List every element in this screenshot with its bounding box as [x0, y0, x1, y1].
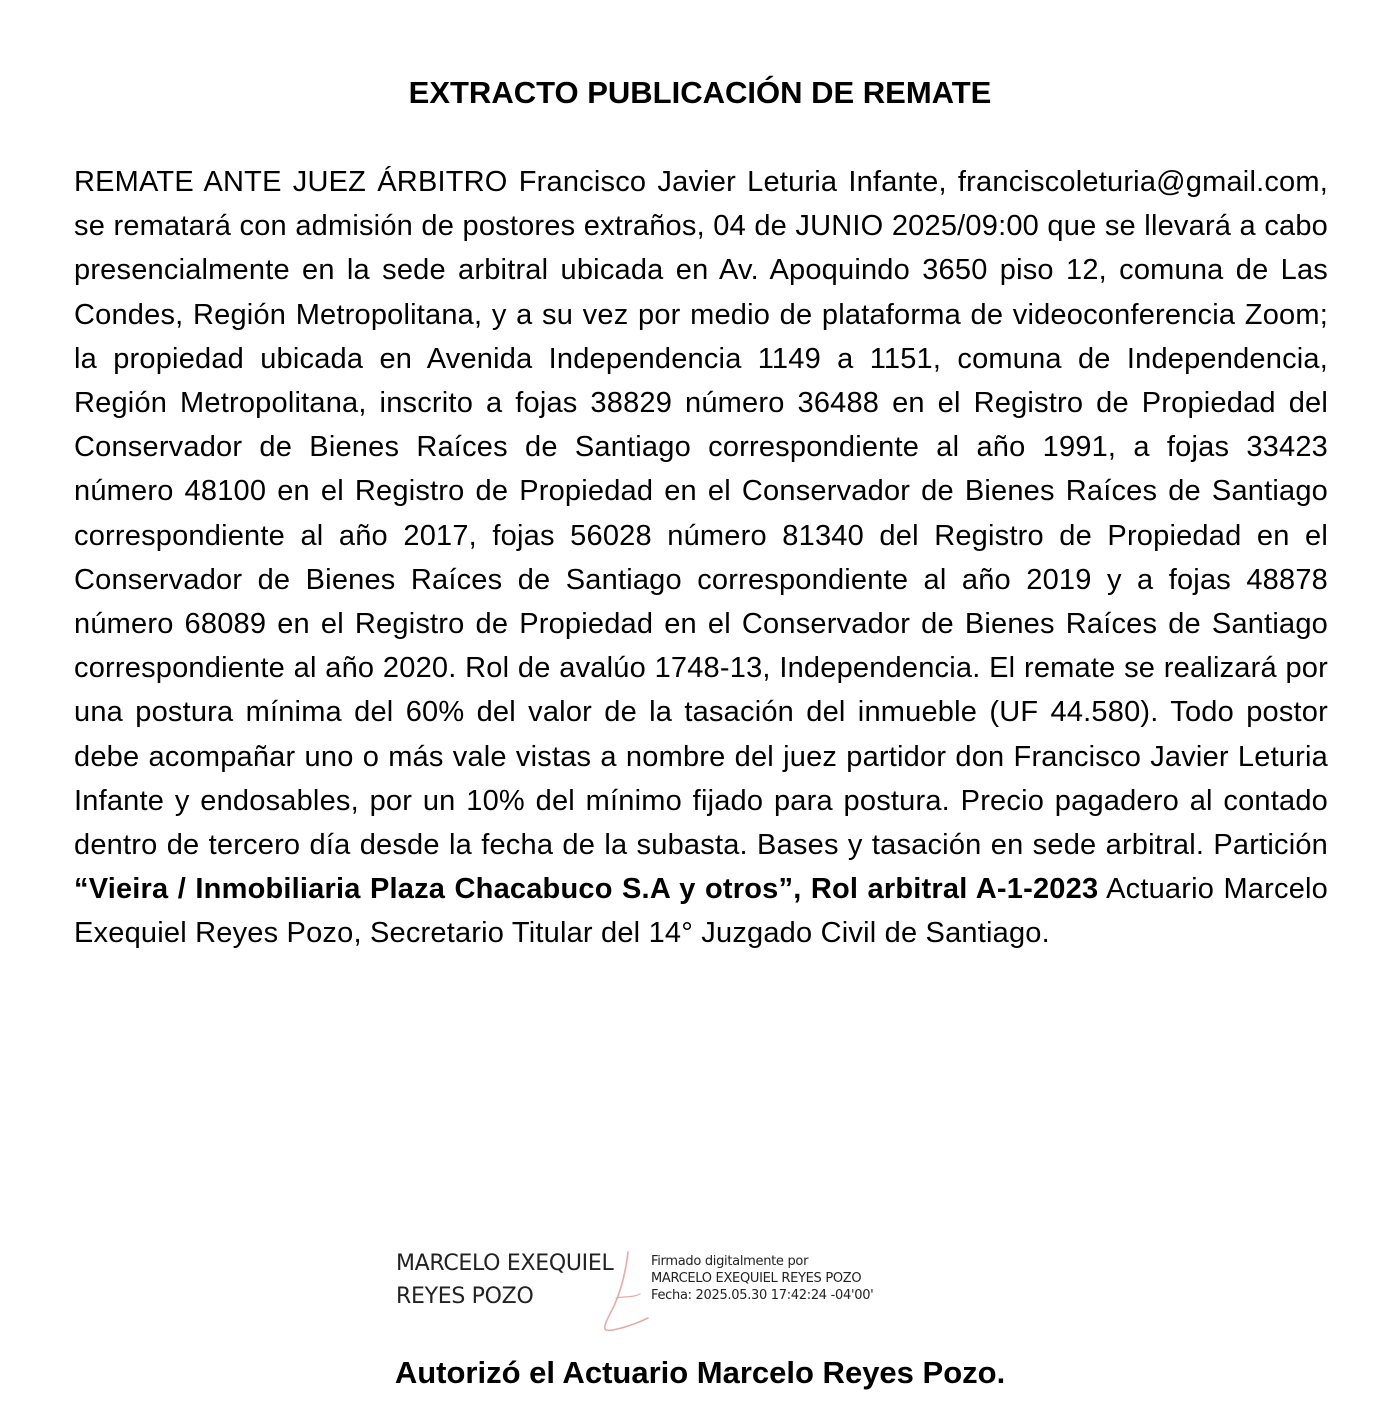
signature-detail-line3: Fecha: 2025.05.30 17:42:24 -04'00'	[651, 1288, 874, 1303]
authorization-footer: Autorizó el Actuario Marcelo Reyes Pozo.	[394, 1355, 1006, 1390]
document-title: EXTRACTO PUBLICACIÓN DE REMATE	[408, 75, 992, 110]
signature-mark-icon	[596, 1248, 656, 1333]
body-text-part1: REMATE ANTE JUEZ ÁRBITRO Francisco Javier Leturia Infante, franciscoleturia@gmail.com, se rematará con admisión de postores extraños, 04 de JUNIO 2025/09:00 que se llevará a cabo presencialmente en la sede arbitral ubicada en Av. Apoquindo 3650 piso 12, comuna de Las Condes, Región Metropolitana, y a su vez por medio de plataforma de videoconferencia Zoom; la propiedad ubicada en Avenida Independencia 1149 a 1151, comuna de Independencia, Región Metropolitana, inscrito a fojas 38829 número 36488 en el Registro de Propiedad del Conservador de Bienes Raíces de Santiago correspondiente al año 1991, a fojas 33423 número 48100 en el Registro de Propiedad en el Conservador de Bienes Raíces de Santiago correspondiente al año 2017, fojas 56028 número 81340 del Registro de Propiedad en el Conservador de Bienes Raíces de Santiago correspondiente al año 2019 y a fojas 48878 número 68089 en el Registro de Propiedad en el Conservador de Bienes Raíces de Santiago correspondiente al año 2020. Rol de avalúo 1748-13, Independencia. El remate se realizará por una postura mínima del 60% del valor de la tasación del inmueble (UF 44.580). Todo postor debe acompañar uno o más vale vistas a nombre del juez partidor don Francisco Javier Leturia Infante y endosables, por un 10% del mínimo fijado para postura. Precio pagadero al contado dentro de tercero día desde la fecha de la subasta. Bases y tasación en sede arbitral. Partición	[74, 166, 1328, 862]
signature-name-line1: MARCELO EXEQUIEL	[396, 1251, 614, 1276]
body-text-part2: Actuario Marcelo Exequiel Reyes Pozo, Secretario Titular del 14° Juzgado Civil de Santiago.	[74, 873, 1328, 950]
signature-name	[396, 1247, 613, 1313]
body-text-bold: “Vieira / Inmobiliaria Plaza Chacabuco S.A y otros”, Rol arbitral A-1-2023	[74, 873, 1099, 906]
signature-detail-line2: MARCELO EXEQUIEL REYES POZO	[651, 1271, 862, 1286]
signature-name-line2: REYES POZO	[396, 1284, 534, 1309]
signature-details	[651, 1253, 873, 1304]
document-body	[74, 160, 1328, 956]
signature-detail-line1: Firmado digitalmente por	[651, 1254, 809, 1269]
